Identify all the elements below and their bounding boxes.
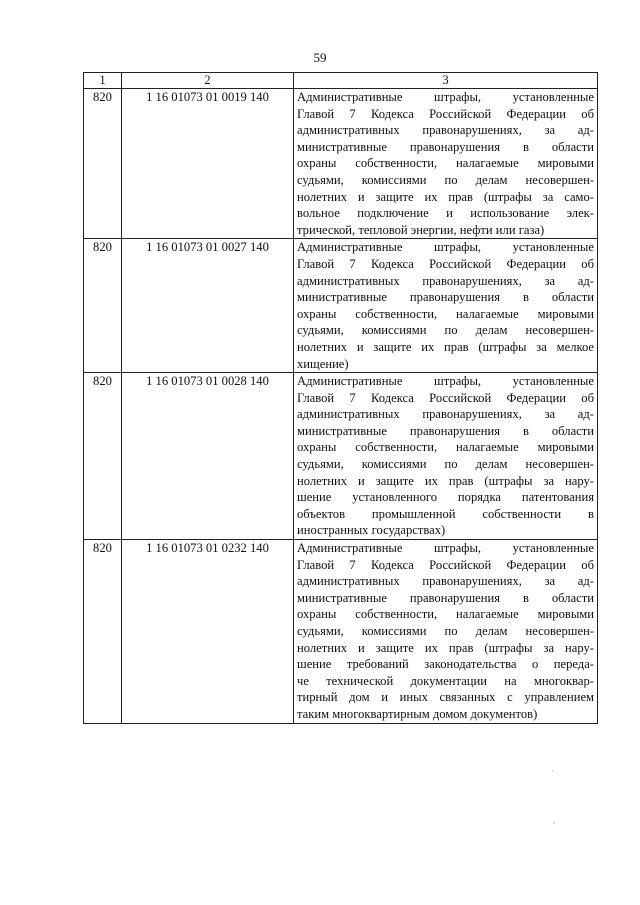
kbk-code-cell: 1 16 01073 01 0028 140 bbox=[122, 373, 294, 540]
scan-speck bbox=[553, 822, 555, 824]
description-line: иностранных государствах) bbox=[297, 523, 446, 538]
description-line: Главой 7 Кодекса Российской Федерации об bbox=[297, 106, 594, 121]
page-number: 59 bbox=[313, 50, 327, 65]
table-row bbox=[84, 540, 598, 724]
description-cell bbox=[294, 540, 598, 724]
description-line: административных правонарушениях, за ад- bbox=[297, 273, 594, 288]
kbk-code-cell: 1 16 01073 01 0232 140 bbox=[122, 540, 294, 724]
description-line: нолетних и защите их прав (штрафы за мелкое bbox=[297, 339, 594, 354]
description-line: охраны собственности, налагаемые мировыми bbox=[297, 156, 594, 171]
table-header-row bbox=[84, 73, 598, 89]
description-line: нолетних и защите их прав (штрафы за нару- bbox=[297, 473, 594, 488]
description-line: административных правонарушениях, за ад- bbox=[297, 123, 594, 138]
description-line: охраны собственности, налагаемые мировыми bbox=[297, 440, 594, 455]
table-row bbox=[84, 89, 598, 239]
description-line: судьями, комиссиями по делам несовершен- bbox=[297, 457, 594, 472]
description-line: судьями, комиссиями по делам несовершен- bbox=[297, 624, 594, 638]
description-line: судьями, комиссиями по делам несовершен- bbox=[297, 323, 594, 338]
description-line: Главой 7 Кодекса Российской Федерации об bbox=[297, 390, 594, 405]
description-line: Главой 7 Кодекса Российской Федерации об bbox=[297, 557, 594, 572]
kbk-code-cell: 1 16 01073 01 0019 140 bbox=[122, 89, 294, 239]
description-cell bbox=[294, 89, 598, 239]
description-line: министративные правонарушения в области bbox=[297, 590, 594, 605]
description-line: административных правонарушениях, за ад- bbox=[297, 407, 594, 422]
description-line: че технической документации на многоквар- bbox=[297, 673, 594, 688]
description-line: нолетних и защите их прав (штрафы за нару- bbox=[297, 640, 594, 655]
description-line: вольное подключение и использование элек- bbox=[297, 206, 594, 221]
scan-speck bbox=[552, 770, 554, 772]
table-row bbox=[84, 373, 598, 540]
description-line: судьями, комиссиями по делам несовершен- bbox=[297, 172, 594, 187]
table-row bbox=[84, 239, 598, 373]
description-line: Административные штрафы, установленные bbox=[297, 240, 594, 255]
description-line: Главой 7 Кодекса Российской Федерации об bbox=[297, 256, 594, 271]
description-line: Административные штрафы, установленные bbox=[297, 90, 594, 104]
kbk-code-cell: 1 16 01073 01 0027 140 bbox=[122, 239, 294, 373]
description-cell bbox=[294, 239, 598, 373]
description-line: министративные правонарушения в области bbox=[297, 290, 594, 305]
description-line: административных правонарушениях, за ад- bbox=[297, 574, 594, 589]
description-line: объектов промышленной собственности в bbox=[297, 506, 594, 521]
description-line: таким многоквартирным домом документов) bbox=[297, 706, 538, 721]
description-line: Административные штрафы, установленные bbox=[297, 541, 594, 556]
column-header-3: 3 bbox=[294, 73, 598, 89]
admin-code-cell: 820 bbox=[84, 373, 122, 540]
description-line: нолетних и защите их прав (штрафы за само- bbox=[297, 189, 594, 204]
description-line: трической, тепловой энергии, нефти или газа) bbox=[297, 222, 545, 237]
description-line: тирный дом и иных связанных с управлением bbox=[297, 690, 594, 705]
admin-code-cell: 820 bbox=[84, 540, 122, 724]
description-line: шение установленного порядка патентования bbox=[297, 490, 594, 505]
description-line: хищение) bbox=[297, 356, 349, 371]
column-header-1: 1 bbox=[84, 73, 122, 89]
column-header-2: 2 bbox=[122, 73, 294, 89]
description-line: охраны собственности, налагаемые мировыми bbox=[297, 607, 594, 622]
description-line: министративные правонарушения в области bbox=[297, 423, 594, 438]
description-line: охраны собственности, налагаемые мировыми bbox=[297, 306, 594, 321]
admin-code-cell: 820 bbox=[84, 239, 122, 373]
description-line: министративные правонарушения в области bbox=[297, 139, 594, 154]
description-line: Административные штрафы, установленные bbox=[297, 374, 594, 389]
admin-code-cell: 820 bbox=[84, 89, 122, 239]
description-cell bbox=[294, 373, 598, 540]
description-line: шение требований законодательства о переда- bbox=[297, 657, 594, 672]
budget-codes-table bbox=[83, 72, 598, 724]
